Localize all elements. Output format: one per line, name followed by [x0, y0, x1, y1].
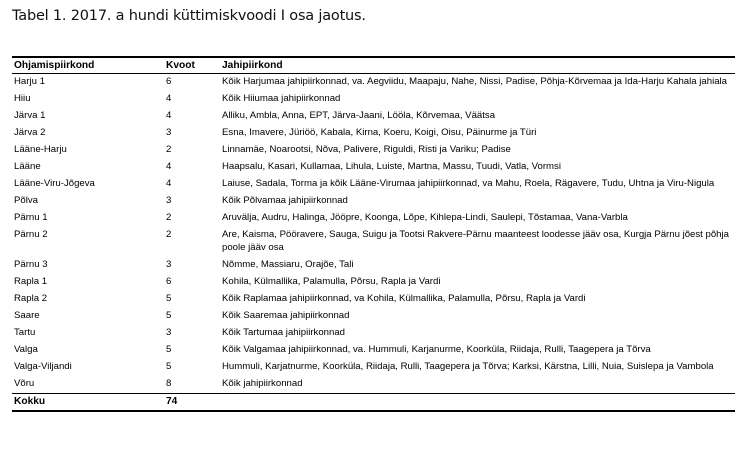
cell-quota: 3 — [166, 127, 172, 138]
cell-region: Pärnu 3 — [14, 259, 48, 270]
cell-region: Järva 1 — [14, 110, 46, 121]
table-row — [12, 342, 735, 359]
cell-areas: Esna, Imavere, Jüriöö, Kabala, Kirna, Koeru, Koigi, Oisu, Päinurme ja Türi — [222, 127, 537, 138]
cell-areas: Alliku, Ambla, Anna, EPT, Järva-Jaani, Lööla, Kõrvemaa, Väätsa — [222, 110, 496, 121]
total-row — [12, 394, 735, 412]
cell-quota: 5 — [166, 344, 172, 355]
cell-areas: Kõik Valgamaa jahipiirkonnad, va. Hummuli, Karjanurme, Koorküla, Riidaja, Rulli, Taagepera ja Tõrva — [222, 344, 651, 355]
cell-quota: 2 — [166, 144, 172, 155]
cell-region: Valga-Viljandi — [14, 361, 72, 372]
cell-region: Võru — [14, 378, 35, 389]
header-region: Ohjamispiirkond — [12, 57, 164, 74]
cell-areas: Haapsalu, Kasari, Kullamaa, Lihula, Luiste, Martna, Massu, Tuudi, Vatla, Vormsi — [222, 161, 561, 172]
cell-areas: Kõik Põlvamaa jahipiirkonnad — [222, 195, 348, 206]
table-row — [12, 210, 735, 227]
table-row — [12, 142, 735, 159]
cell-quota: 5 — [166, 293, 172, 304]
table-row — [12, 325, 735, 342]
cell-areas: Nõmme, Massiaru, Orajõe, Tali — [222, 259, 354, 270]
cell-quota: 8 — [166, 378, 172, 389]
table-row — [12, 308, 735, 325]
cell-quota: 4 — [166, 178, 172, 189]
cell-region: Harju 1 — [14, 76, 45, 87]
cell-quota: 5 — [166, 361, 172, 372]
cell-quota: 3 — [166, 259, 172, 270]
table-row — [12, 257, 735, 274]
cell-region: Lääne-Viru-Jõgeva — [14, 178, 95, 189]
table-row — [12, 291, 735, 308]
cell-region: Lääne — [14, 161, 41, 172]
cell-quota: 3 — [166, 327, 172, 338]
cell-region: Hiiu — [14, 93, 31, 104]
table-row — [12, 74, 735, 92]
table-row — [12, 274, 735, 291]
cell-areas: Kõik jahipiirkonnad — [222, 378, 303, 389]
cell-areas: Hummuli, Karjatnurme, Koorküla, Riidaja, Rulli, Taagepera ja Tõrva; Karksi, Kärstna, Lilli, Nuia, Suislepa ja Vambola — [222, 361, 714, 372]
cell-region: Pärnu 1 — [14, 212, 48, 223]
quota-table — [12, 56, 735, 412]
cell-quota: 4 — [166, 110, 172, 121]
cell-areas: Linnamäe, Noarootsi, Nõva, Palivere, Riguldi, Risti ja Variku; Padise — [222, 144, 511, 155]
cell-region: Tartu — [14, 327, 36, 338]
total-quota: 74 — [164, 394, 220, 412]
table-row — [12, 359, 735, 376]
cell-quota: 2 — [166, 229, 172, 240]
table-row — [12, 376, 735, 394]
cell-areas: Kõik Saaremaa jahipiirkonnad — [222, 310, 350, 321]
cell-quota: 6 — [166, 76, 172, 87]
cell-quota: 6 — [166, 276, 172, 287]
table-row — [12, 227, 735, 257]
cell-quota: 2 — [166, 212, 172, 223]
cell-areas: Kõik Harjumaa jahipiirkonnad, va. Aegviidu, Maapaju, Nahe, Nissi, Padise, Põhja-Kõrvemaa ja Ida-Harju Kahala jahiala — [222, 76, 728, 87]
cell-areas: Aruvälja, Audru, Halinga, Jööpre, Koonga, Lõpe, Kihlepa-Lindi, Saulepi, Tõstamaa, Vana-Varbla — [222, 212, 628, 223]
cell-quota: 3 — [166, 195, 172, 206]
cell-region: Rapla 2 — [14, 293, 48, 304]
table-row — [12, 159, 735, 176]
cell-region: Lääne-Harju — [14, 144, 67, 155]
header-areas: Jahipiirkond — [220, 57, 735, 74]
cell-quota: 4 — [166, 161, 172, 172]
cell-areas: Laiuse, Sadala, Torma ja kõik Lääne-Virumaa jahipiirkonnad, va Mahu, Roela, Rägavere, Tudu, Uhtna ja Viru-Nigula — [222, 178, 715, 189]
table-row — [12, 176, 735, 193]
cell-region: Põlva — [14, 195, 38, 206]
cell-region: Saare — [14, 310, 40, 321]
cell-areas: Kohila, Külmallika, Palamulla, Põrsu, Rapla ja Vardi — [222, 276, 441, 287]
cell-region: Valga — [14, 344, 38, 355]
table-row — [12, 193, 735, 210]
cell-areas: Are, Kaisma, Pööravere, Sauga, Suigu ja Tootsi Rakvere-Pärnu maanteest loodesse jääv osa, Kurgja Pärnu jõest põhja poole jääv osa — [222, 229, 729, 253]
header-quota: Kvoot — [164, 57, 220, 74]
cell-areas: Kõik Hiiumaa jahipiirkonnad — [222, 93, 341, 104]
cell-quota: 5 — [166, 310, 172, 321]
cell-region: Pärnu 2 — [14, 229, 48, 240]
cell-quota: 4 — [166, 93, 172, 104]
table-row — [12, 125, 735, 142]
table-row — [12, 108, 735, 125]
table-header-row — [12, 57, 735, 74]
total-empty — [220, 394, 735, 412]
table-row — [12, 91, 735, 108]
total-label: Kokku — [12, 394, 164, 412]
table-caption: Tabel 1. 2017. a hundi küttimiskvoodi I osa jaotus. — [12, 8, 366, 24]
cell-region: Rapla 1 — [14, 276, 48, 287]
cell-region: Järva 2 — [14, 127, 46, 138]
cell-areas: Kõik Tartumaa jahipiirkonnad — [222, 327, 346, 338]
cell-areas: Kõik Raplamaa jahipiirkonnad, va Kohila, Külmallika, Palamulla, Põrsu, Rapla ja Vardi — [222, 293, 586, 304]
